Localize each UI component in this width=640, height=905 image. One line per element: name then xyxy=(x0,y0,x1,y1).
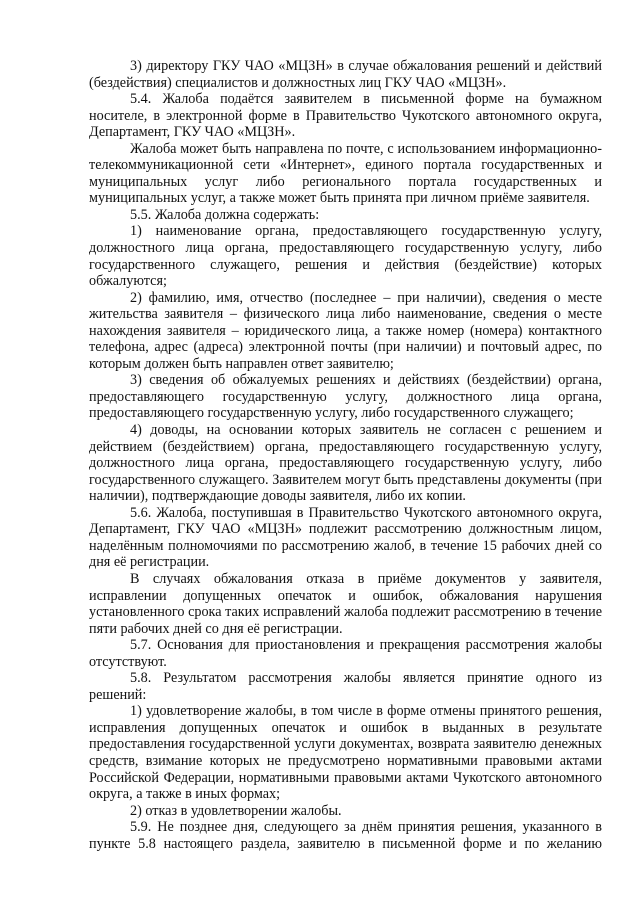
paragraph-5-5-item-4: 4) доводы, на основании которых заявитель не согласен с решением и действием (бездействием) органа, предоставляющего государственную услугу, должностного лица органа, предоставляющего государственную услугу, либо государственного служащего. Заявителем могут быть представлены документы (при наличии), подтверждающие доводы заявителя, либо их копии. xyxy=(89,422,602,505)
paragraph-director-appeal: 3) директору ГКУ ЧАО «МЦЗН» в случае обжалования решений и действий (бездействия) специалистов и должностных лиц ГКУ ЧАО «МЦЗН». xyxy=(89,58,602,91)
paragraph-5-8-item-1: 1) удовлетворение жалобы, в том числе в форме отмены принятого решения, исправления допущенных опечаток и ошибок в выданных в результате предоставления государственной услуги документах, возврата заявителю денежных средств, взимание которых не предусмотрено нормативными правовыми актами Российской Федерации, нормативными правовыми актами Чукотского автономного округа, а также в иных формах; xyxy=(89,703,602,803)
paragraph-5-4: 5.4. Жалоба подаётся заявителем в письменной форме на бумажном носителе, в электронной форме в Правительство Чукотского автономного округа, Департамент, ГКУ ЧАО «МЦЗН». xyxy=(89,91,602,141)
paragraph-5-6: 5.6. Жалоба, поступившая в Правительство Чукотского автономного округа, Департамент, ГКУ ЧАО «МЦЗН» подлежит рассмотрению должностным лицом, наделённым полномочиями по рассмотрению жалоб, в течение 15 рабочих дней со дня её регистрации. xyxy=(89,504,602,571)
paragraph-5-5: 5.5. Жалоба должна содержать: xyxy=(130,206,320,223)
paragraph-mail-internet: Жалоба может быть направлена по почте, с использованием информационно-телекоммуникационной сети «Интернет», единого портала государственных и муниципальных услуг либо регионального портала государственных и муниципальных услуг, а также может быть принята при личном приёме заявителя. xyxy=(89,140,602,207)
document-body xyxy=(89,58,602,852)
paragraph-5-5-item-2: 2) фамилию, имя, отчество (последнее – при наличии), сведения о месте жительства заявителя – физического лица либо наименование, сведения о месте нахождения заявителя – юридического лица, а также номер (номера) контактного телефона, адрес (адреса) электронной почты (при наличии) и почтовый адрес, по которым должен быть направлен ответ заявителю; xyxy=(89,289,602,372)
paragraph-refusal-appeal: В случаях обжалования отказа в приёме документов у заявителя, исправлении допущенных опечаток и ошибок, обжалования нарушения установленного срока таких исправлений жалоба подлежит рассмотрению в течение пяти рабочих дней со дня её регистрации. xyxy=(89,570,602,637)
paragraph-5-8-item-2: 2) отказ в удовлетворении жалобы. xyxy=(130,802,342,819)
paragraph-5-5-item-1: 1) наименование органа, предоставляющего государственную услугу, должностного лица органа, предоставляющего государственную услугу, либо государственного служащего, решения и действия (бездействие) которых обжалуются; xyxy=(89,223,602,290)
paragraph-5-7: 5.7. Основания для приостановления и прекращения рассмотрения жалобы отсутствуют. xyxy=(89,637,602,670)
paragraph-5-5-item-3: 3) сведения об обжалуемых решениях и действиях (бездействии) органа, предоставляющего государственную услугу, должностного лица органа, предоставляющего государственную услугу, либо государственного служащего; xyxy=(89,372,602,422)
paragraph-5-9: 5.9. Не позднее дня, следующего за днём принятия решения, указанного в пункте 5.8 настоящего раздела, заявителю в письменной форме и по желанию xyxy=(89,819,602,852)
paragraph-5-8: 5.8. Результатом рассмотрения жалобы является принятие одного из решений: xyxy=(89,670,602,703)
